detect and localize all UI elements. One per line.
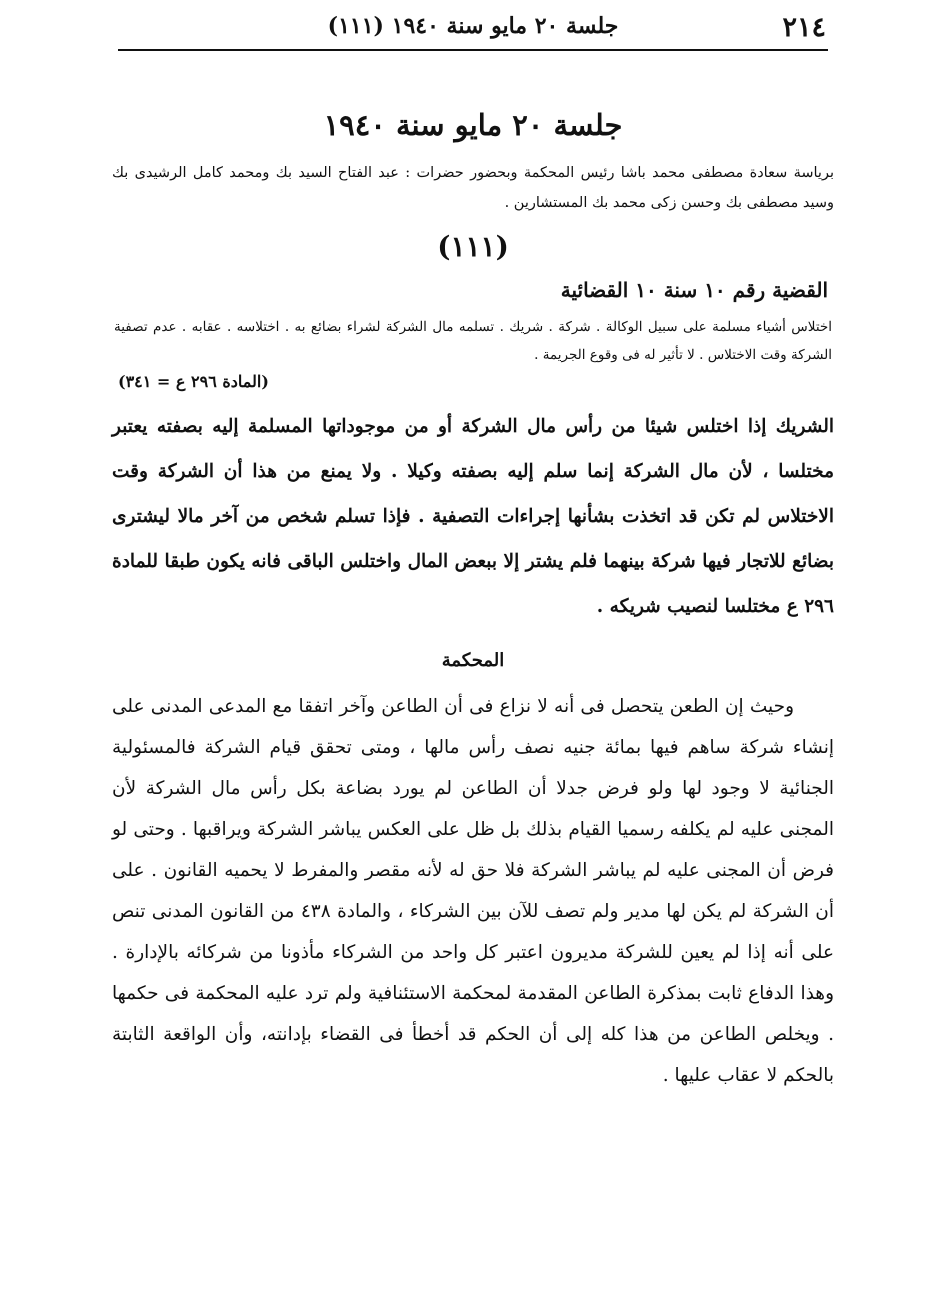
running-title: جلسة ٢٠ مايو سنة ١٩٤٠ (١١١) bbox=[327, 13, 619, 39]
presidency-paragraph: برياسة سعادة مصطفى محمد باشا رئيس المحكمة وبحضور حضرات : عبد الفتاح السيد بك ومحمد كامل الرشيدى بك وسيد مصطفى بك وحسن زكى محمد بك المستشارين . bbox=[112, 165, 834, 211]
judgment-body: وحيث إن الطعن يتحصل فى أنه لا نزاع فى أن الطاعن وآخر اتفقا مع المدعى المدنى على إنشاء شركة ساهم فيها بمائة جنيه نصف رأس مالها ، ومتى تحقق قيام الشركة فالمسئولية الجنائية لا وجود لها ولو فرض جدلا أن الطاعن لم يورد بضاعة بكل رأس مال الشركة لأن المجنى عليه لم يكلفه رسميا القيام بذلك بل ظل على العكس يباشر الشركة ويراقبها . وحتى لو فرض أن المجنى عليه لم يباشر الشركة فلا حق له لأنه مقصر والمفرط لا يحميه القانون . على أن الشركة لم يكن لها مدير ولم تصف للآن بين الشركاء ، والمادة ٤٣٨ من القانون المدنى تنص على أنه إذا لم يعين للشركة مديرون اعتبر كل واحد من الشركاء مأذونا من شركائه بالإدارة . وهذا الدفاع ثابت بمذكرة الطاعن المقدمة لمحكمة الاستئنافية ولم ترد عليه المحكمة فى حكمها . ويخلص الطاعن من هذا كله إلى أن الحكم قد أخطأ فى القضاء بإدانته، وأن الواقعة الثابتة بالحكم لا عقاب عليها . bbox=[112, 696, 834, 1086]
case-number: (١١١) bbox=[437, 230, 509, 263]
running-header bbox=[118, 6, 828, 46]
header-divider bbox=[118, 49, 828, 51]
legal-principle: الشريك إذا اختلس شيئا من رأس مال الشركة أو من موجوداتها المسلمة إليه بصفته يعتبر مختلسا ، لأن مال الشركة إنما سلم إليه بصفته وكيلا . ولا يمنع من هذا أن الشركة وقت الاختلاس لم تكن قد اتخذت بشأنها إجراءات التصفية . فإذا تسلم شخص من آخر مالا ليشترى بضائع للاتجار فيها شركة بينهما فلم يشتر إلا ببعض المال واختلس الباقى فانه يكون طبقا للمادة ٢٩٦ ع مختلسا لنصيب شريكه . bbox=[112, 416, 834, 617]
case-keywords: اختلاس أشياء مسلمة على سبيل الوكالة . شركة . شريك . تسلمه مال الشركة لشراء بضائع به . اختلاسه . عقابه . عدم تصفية الشركة وقت الاختلاس . لا تأثير له فى وقوع الجريمة . bbox=[114, 319, 832, 363]
article-reference: (المادة ٢٩٦ ع = ٣٤١) bbox=[118, 372, 269, 391]
case-reference: القضية رقم ١٠ سنة ١٠ القضائية bbox=[560, 278, 828, 302]
page-number: ٢١٤ bbox=[782, 12, 826, 43]
session-title: جلسة ٢٠ مايو سنة ١٩٤٠ bbox=[323, 108, 623, 142]
court-heading: المحكمة bbox=[441, 650, 505, 671]
judgment-text bbox=[112, 686, 834, 1096]
